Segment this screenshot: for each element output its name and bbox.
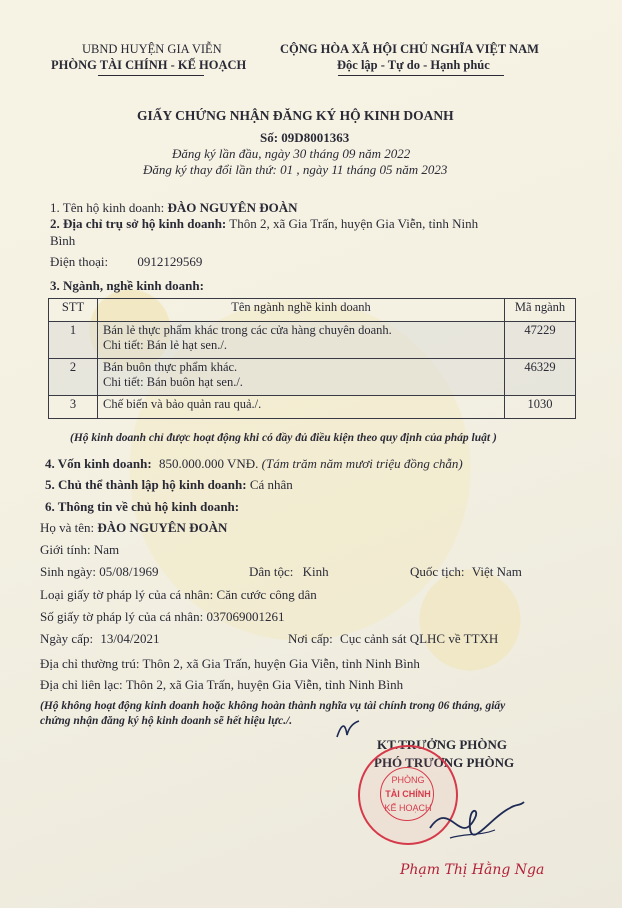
business-lines-heading: 3. Ngành, nghề kinh doanh: [50, 278, 204, 293]
owner-nationality-label: Quốc tịch: [410, 564, 465, 579]
phone-label: Điện thoại: [50, 254, 109, 269]
col-header-code: Mã ngành [505, 299, 576, 322]
owner-dob-row [40, 564, 158, 580]
stamp-text-3: KẾ HOẠCH [384, 803, 432, 813]
owner-permanent-address-label: Địa chỉ thường trú: [40, 656, 140, 671]
table-row [49, 322, 576, 359]
owner-doc-number-row [40, 609, 284, 625]
owner-contact-address: Thôn 2, xã Gia Trấn, huyện Gia Viễn, tỉnh Ninh Bình [125, 677, 404, 692]
signer-title-1: KT.TRƯỞNG PHÒNG [377, 737, 507, 752]
row-name-text: Bán buôn thực phẩm khác. [103, 360, 238, 374]
owner-contact-address-label: Địa chỉ liên lạc: [40, 677, 123, 692]
table-row [49, 359, 576, 396]
row-stt: 3 [49, 396, 98, 419]
validity-note-line2: chứng nhận đăng ký hộ kinh doanh sẽ hết hiệu lực./. [40, 715, 293, 727]
signer-name: Phạm Thị Hằng Nga [400, 862, 545, 878]
row-stt: 2 [49, 359, 98, 396]
owner-doc-type: Căn cước công dân [216, 587, 317, 602]
business-address-label: 2. Địa chỉ trụ sở hộ kinh doanh: [50, 216, 227, 231]
owner-gender: Nam [93, 542, 120, 557]
business-name-label: 1. Tên hộ kinh doanh: [50, 200, 165, 215]
owner-doc-number: 037069001261 [206, 609, 285, 624]
phone-number: 0912129569 [137, 254, 203, 269]
owner-dob: 05/08/1969 [99, 564, 159, 579]
row-code: 46329 [505, 359, 576, 396]
business-address-cont: Bình [50, 233, 76, 248]
owner-nationality: Việt Nam [471, 564, 522, 579]
ink-mark [333, 715, 363, 741]
operating-condition-note: (Hộ kinh doanh chỉ được hoạt động khi có đầy đủ điều kiện theo quy định của pháp luật ) [70, 432, 497, 444]
handwritten-signature [420, 788, 530, 858]
row-name-text: Bán lẻ thực phẩm khác trong các cửa hàng chuyên doanh. [103, 323, 392, 337]
phone-row [50, 254, 202, 270]
issuer-divider [98, 75, 204, 76]
business-name: ĐÀO NGUYÊN ĐOÀN [167, 200, 298, 215]
col-header-name: Tên ngành nghề kinh doanh [98, 299, 505, 322]
founder-type: Cá nhân [249, 477, 293, 492]
table-row [49, 396, 576, 419]
owner-ethnic: Kinh [302, 564, 329, 579]
owner-dob-label: Sinh ngày: [40, 564, 96, 579]
business-address-row [50, 216, 478, 232]
document-title: GIẤY CHỨNG NHẬN ĐĂNG KÝ HỘ KINH DOANH [137, 108, 454, 123]
owner-issue-date: 13/04/2021 [100, 631, 160, 646]
issuer-authority: UBND HUYỆN GIA VIỄN [82, 42, 222, 56]
owner-permanent-address-row [40, 656, 420, 672]
stamp-text-2: TÀI CHÍNH [385, 789, 431, 799]
owner-name-row [40, 520, 227, 536]
owner-issue-place-label: Nơi cấp: [288, 631, 333, 646]
owner-nationality-row [410, 564, 522, 580]
owner-doc-number-label: Số giấy tờ pháp lý của cá nhân: [40, 609, 204, 624]
table-header-row [49, 299, 576, 322]
row-name [98, 359, 505, 396]
founder-type-row [45, 477, 293, 493]
capital-label: 4. Vốn kinh doanh: [45, 456, 152, 471]
business-name-row [50, 200, 297, 216]
owner-info-heading: 6. Thông tin về chủ hộ kinh doanh: [45, 499, 240, 514]
row-code: 47229 [505, 322, 576, 359]
capital-value: 850.000.000 VNĐ. [158, 456, 259, 471]
col-header-stt: STT [49, 299, 98, 322]
owner-issue-place: Cục cảnh sát QLHC về TTXH [340, 631, 499, 646]
motto-divider [338, 75, 504, 76]
owner-ethnic-label: Dân tộc: [249, 564, 294, 579]
business-address: Thôn 2, xã Gia Trấn, huyện Gia Viễn, tỉnh Ninh [229, 216, 479, 231]
issuer-department: PHÒNG TÀI CHÍNH - KẾ HOẠCH [51, 58, 247, 72]
first-registration: Đăng ký lần đầu, ngày 30 tháng 09 năm 2022 [172, 146, 411, 161]
capital-words: (Tám trăm năm mươi triệu đồng chẵn) [261, 456, 463, 471]
business-lines-table [48, 298, 576, 419]
row-name [98, 396, 505, 419]
row-detail-text: Chi tiết: Bán lẻ hạt sen./. [103, 338, 227, 352]
owner-contact-address-row [40, 677, 403, 693]
owner-doc-type-label: Loại giấy tờ pháp lý của cá nhân: [40, 587, 214, 602]
owner-issue-date-label: Ngày cấp: [40, 631, 94, 646]
row-code: 1030 [505, 396, 576, 419]
founder-type-label: 5. Chủ thể thành lập hộ kinh doanh: [45, 477, 247, 492]
row-detail-text: Chi tiết: Bán buôn hạt sen./. [103, 375, 243, 389]
capital-row [45, 456, 463, 472]
national-title: CỘNG HÒA XÃ HỘI CHỦ NGHĨA VIỆT NAM [280, 42, 539, 56]
owner-name: ĐÀO NGUYÊN ĐOÀN [97, 520, 228, 535]
owner-ethnic-row [249, 564, 329, 580]
owner-permanent-address: Thôn 2, xã Gia Trấn, huyện Gia Viễn, tỉnh Ninh Bình [142, 656, 420, 671]
validity-note-line1: (Hộ không hoạt động kinh doanh hoặc không hoàn thành nghĩa vụ tài chính trong 06 tháng, giấy [40, 700, 506, 712]
owner-gender-row [40, 542, 119, 558]
row-name-text: Chế biến và bảo quản rau quả./. [103, 397, 262, 411]
certificate-number: Số: 09D8001363 [260, 130, 350, 145]
change-registration: Đăng ký thay đổi lần thứ: 01 , ngày 11 tháng 05 năm 2023 [143, 162, 448, 177]
owner-gender-label: Giới tính: [40, 542, 91, 557]
owner-name-label: Họ và tên: [40, 520, 95, 535]
owner-doc-type-row [40, 587, 317, 603]
signer-title-2: PHÓ TRƯỞNG PHÒNG [374, 755, 515, 770]
row-name [98, 322, 505, 359]
stamp-text-1: PHÒNG [391, 775, 425, 785]
owner-issue-date-row [40, 631, 160, 647]
row-stt: 1 [49, 322, 98, 359]
national-motto: Độc lập - Tự do - Hạnh phúc [337, 58, 490, 72]
owner-issue-place-row [288, 631, 498, 647]
